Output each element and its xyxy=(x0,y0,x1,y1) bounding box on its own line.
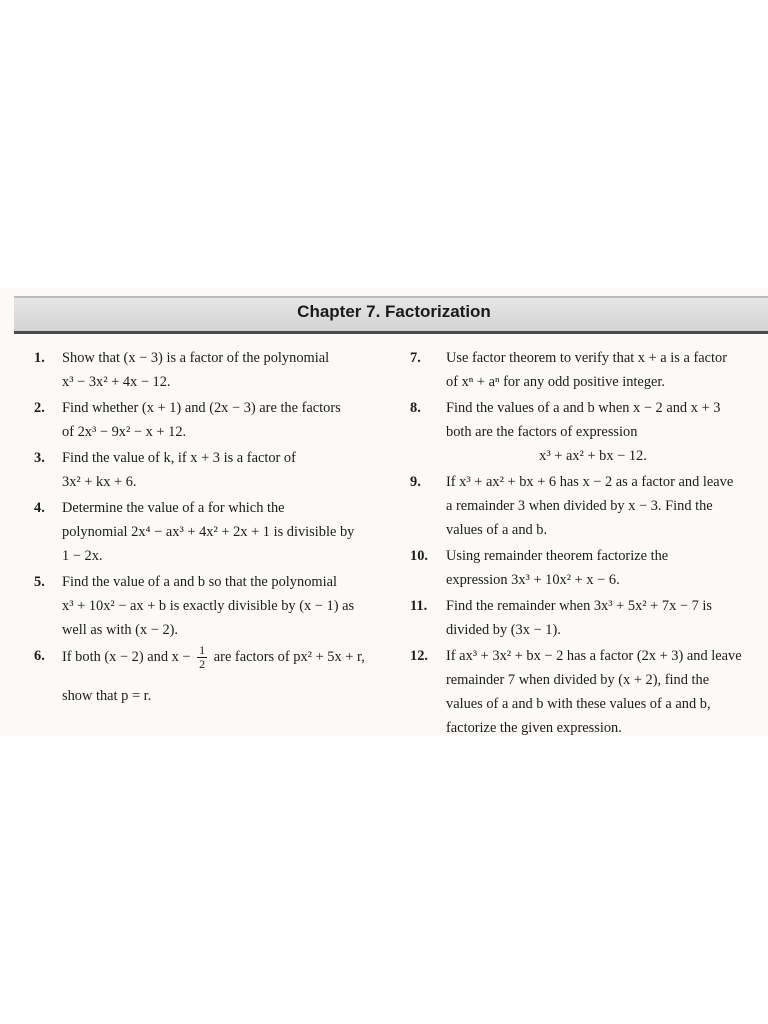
question-number: 3. xyxy=(34,450,45,466)
question-text: Determine the value of a for which the polynomial 2x⁴ − ax³ + 4x² + 2x + 1 is divisible by 1 − 2x. xyxy=(62,500,355,564)
right-column xyxy=(410,346,760,742)
question-number: 10. xyxy=(410,548,428,564)
question-number: 9. xyxy=(410,474,421,490)
question-3 xyxy=(34,446,390,494)
question-text: Find the values of a and b when x − 2 and x + 3 both are the factors of expression x³ + ax² + bx − 12. xyxy=(446,396,760,468)
left-column xyxy=(34,346,390,711)
question-7 xyxy=(410,346,760,394)
question-text: If x³ + ax² + bx + 6 has x − 2 as a factor and leave a remainder 3 when divided by x − 3. Find the values of a and b. xyxy=(446,474,734,538)
question-text: Find whether (x + 1) and (2x − 3) are the factors of 2x³ − 9x² − x + 12. xyxy=(62,400,341,440)
question-text: Show that (x − 3) is a factor of the polynomial x³ − 3x² + 4x − 12. xyxy=(62,350,330,390)
question-4 xyxy=(34,496,390,568)
question-text: Find the value of k, if x + 3 is a factor of 3x² + kx + 6. xyxy=(62,450,296,490)
question-number: 4. xyxy=(34,500,45,516)
question-6 xyxy=(34,644,390,709)
question-9 xyxy=(410,470,760,542)
fraction-one-half: $\frac{1}{2}$ xyxy=(199,643,206,672)
question-12 xyxy=(410,644,760,740)
question-number: 6. xyxy=(34,648,45,664)
question-10 xyxy=(410,544,760,592)
question-number: 12. xyxy=(410,648,428,664)
question-text: Find the remainder when 3x³ + 5x² + 7x − 7 is divided by (3x − 1). xyxy=(446,598,712,638)
question-1 xyxy=(34,346,390,394)
question-number: 5. xyxy=(34,574,45,590)
question-2 xyxy=(34,396,390,444)
question-number: 1. xyxy=(34,350,45,366)
question-8 xyxy=(410,396,760,468)
question-text: If ax³ + 3x² + bx − 2 has a factor (2x + 3) and leave remainder 7 when divided by (x + 2), find the values of a and b with these values of a and b, factorize the given expression. xyxy=(446,648,742,736)
question-text: Using remainder theorem factorize the expression 3x³ + 10x² + x − 6. xyxy=(446,548,669,588)
question-text: Find the value of a and b so that the polynomial x³ + 10x² − ax + b is exactly divisible by (x − 1) as well as with (x − 2). xyxy=(62,574,355,638)
question-text: Use factor theorem to verify that x + a is a factor of xⁿ + aⁿ for any odd positive integer. xyxy=(446,350,728,390)
question-text: If both (x − 2) and x − $\frac{1}{2}$ are factors of px² + 5x + r, show that p = r. xyxy=(62,643,365,705)
question-5 xyxy=(34,570,390,642)
question-number: 2. xyxy=(34,400,45,416)
question-11 xyxy=(410,594,760,642)
question-number: 7. xyxy=(410,350,421,366)
expression: x³ + ax² + bx − 12. xyxy=(539,448,647,464)
chapter-header-rule xyxy=(14,331,768,334)
question-number: 11. xyxy=(410,598,428,614)
chapter-title: Chapter 7. Factorization xyxy=(297,302,491,321)
question-number: 8. xyxy=(410,400,421,416)
